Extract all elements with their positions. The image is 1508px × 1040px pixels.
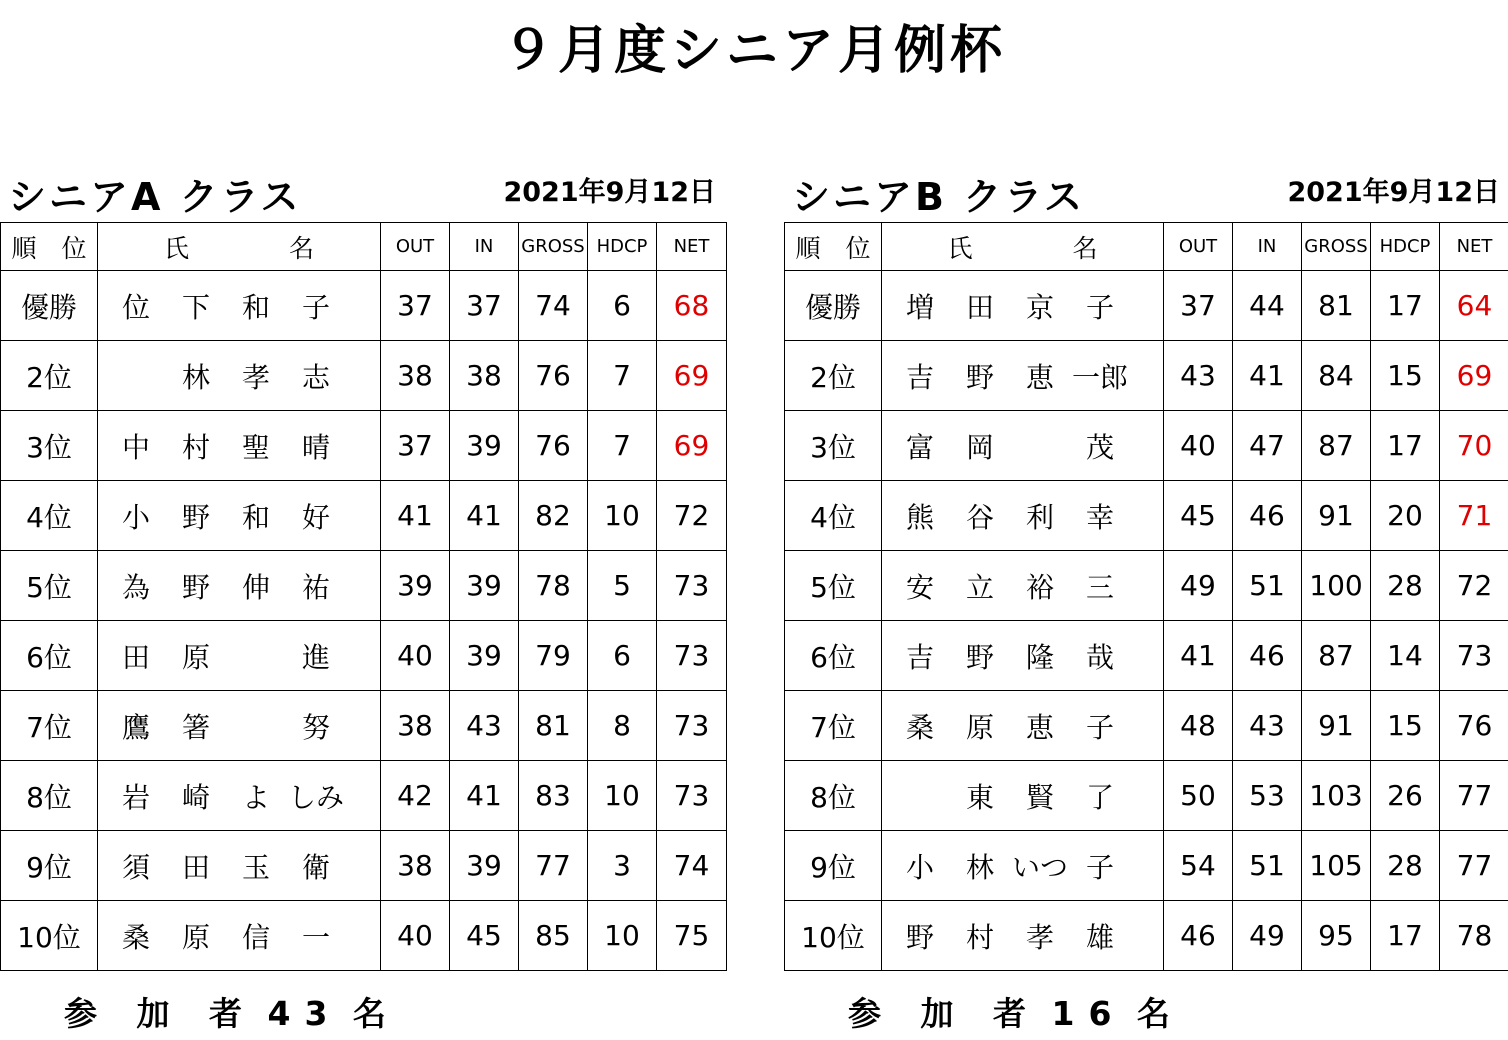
rank-cell: 7位 (1, 691, 98, 761)
out-cell: 42 (381, 761, 450, 831)
name-part: 子 (1085, 710, 1114, 744)
hdcp-cell: 20 (1371, 481, 1440, 551)
net-cell: 69 (657, 341, 727, 411)
net-cell: 69 (657, 411, 727, 481)
gross-cell: 91 (1302, 691, 1371, 761)
out-cell: 37 (381, 271, 450, 341)
gross-cell: 83 (519, 761, 588, 831)
name-part: 村 (965, 920, 994, 954)
hdcp-cell: 6 (588, 271, 657, 341)
name-part: 下 (181, 290, 210, 324)
name-part: 賢 (1025, 780, 1054, 814)
in-cell: 46 (1233, 481, 1302, 551)
name-part: 原 (965, 710, 994, 744)
name-header: 氏 名 (882, 223, 1164, 271)
table-row (1, 341, 727, 411)
name-part: 玉 (241, 850, 270, 884)
hdcp-header: HDCP (1371, 223, 1440, 271)
rank-header: 順 位 (785, 223, 882, 271)
table-row (1, 621, 727, 691)
out-cell: 40 (381, 621, 450, 691)
hdcp-cell: 15 (1371, 691, 1440, 761)
out-cell: 54 (1164, 831, 1233, 901)
rank-cell: 5位 (1, 551, 98, 621)
name-part: 小 (121, 500, 150, 534)
name-part: 谷 (965, 500, 994, 534)
name-part: 吉 (905, 360, 934, 394)
table-row (785, 481, 1508, 551)
out-header: OUT (1164, 223, 1233, 271)
player-name-cell (98, 271, 381, 341)
name-part: 位 (121, 290, 150, 324)
hdcp-cell: 8 (588, 691, 657, 761)
net-cell: 72 (1440, 551, 1508, 621)
net-cell: 69 (1440, 341, 1508, 411)
net-cell: 73 (657, 551, 727, 621)
hdcp-cell: 14 (1371, 621, 1440, 691)
participants-number: 16 (1051, 994, 1126, 1033)
in-cell: 39 (450, 621, 519, 691)
gross-cell: 81 (1302, 271, 1371, 341)
in-cell: 43 (450, 691, 519, 761)
in-cell: 46 (1233, 621, 1302, 691)
class-header (0, 160, 726, 222)
table-row (1, 901, 727, 971)
player-name-cell (98, 901, 381, 971)
player-name-cell (882, 831, 1164, 901)
out-cell: 40 (1164, 411, 1233, 481)
net-cell: 73 (657, 691, 727, 761)
player-name-cell (882, 761, 1164, 831)
name-part: 子 (1085, 290, 1114, 324)
in-cell: 53 (1233, 761, 1302, 831)
player-name-cell (882, 691, 1164, 761)
name-part: 一郎 (1071, 360, 1128, 394)
name-part: 田 (965, 290, 994, 324)
name-part: 衛 (301, 850, 330, 884)
header-row (785, 223, 1508, 271)
name-part: 富 (905, 430, 934, 464)
gross-header: GROSS (1302, 223, 1371, 271)
hdcp-cell: 10 (588, 481, 657, 551)
hdcp-cell: 17 (1371, 411, 1440, 481)
net-cell: 77 (1440, 831, 1508, 901)
player-name-cell (882, 341, 1164, 411)
rank-cell: 5位 (785, 551, 882, 621)
name-part: 崎 (181, 780, 210, 814)
name-part: 晴 (301, 430, 330, 464)
name-part: 東 (965, 780, 994, 814)
name-part: 和 (241, 500, 270, 534)
name-part: 野 (181, 500, 210, 534)
table-row (1, 271, 727, 341)
table-row (785, 551, 1508, 621)
hdcp-cell: 3 (588, 831, 657, 901)
net-cell: 70 (1440, 411, 1508, 481)
name-part: 了 (1085, 780, 1114, 814)
gross-cell: 103 (1302, 761, 1371, 831)
out-cell: 49 (1164, 551, 1233, 621)
out-cell: 48 (1164, 691, 1233, 761)
class-a-panel (0, 160, 726, 1033)
out-cell: 50 (1164, 761, 1233, 831)
rank-cell: 6位 (1, 621, 98, 691)
name-part: 京 (1025, 290, 1054, 324)
name-part: 信 (241, 920, 270, 954)
class-name: シニアB クラス (792, 175, 1086, 219)
rank-cell: 優勝 (785, 271, 882, 341)
name-part: 孝 (241, 360, 270, 394)
header-row (1, 223, 727, 271)
gross-cell: 87 (1302, 411, 1371, 481)
name-part: 和 (241, 290, 270, 324)
net-cell: 72 (657, 481, 727, 551)
name-part: 鷹 (121, 710, 150, 744)
results-table (784, 222, 1508, 971)
name-part: 恵 (1025, 360, 1054, 394)
name-part: 三 (1085, 570, 1114, 604)
out-header: OUT (381, 223, 450, 271)
name-part: 一 (301, 920, 330, 954)
player-name-cell (98, 621, 381, 691)
table-row (1, 691, 727, 761)
name-part: 岩 (121, 780, 150, 814)
hdcp-cell: 10 (588, 901, 657, 971)
out-cell: 37 (1164, 271, 1233, 341)
table-row (785, 901, 1508, 971)
in-cell: 37 (450, 271, 519, 341)
rank-cell: 7位 (785, 691, 882, 761)
rank-cell: 2位 (1, 341, 98, 411)
gross-cell: 74 (519, 271, 588, 341)
gross-cell: 77 (519, 831, 588, 901)
name-part: 哉 (1085, 640, 1114, 674)
participants-count (848, 988, 1170, 1035)
name-part: よ (241, 780, 270, 814)
out-cell: 37 (381, 411, 450, 481)
name-part: 田 (121, 640, 150, 674)
name-part: 吉 (905, 640, 934, 674)
table-row (785, 411, 1508, 481)
out-cell: 41 (1164, 621, 1233, 691)
in-cell: 39 (450, 411, 519, 481)
rank-cell: 優勝 (1, 271, 98, 341)
in-header: IN (1233, 223, 1302, 271)
participants-label: 参 加 者 (848, 994, 1040, 1033)
name-part: 裕 (1025, 570, 1054, 604)
gross-cell: 78 (519, 551, 588, 621)
out-cell: 40 (381, 901, 450, 971)
in-cell: 39 (450, 551, 519, 621)
name-part: 増 (905, 290, 934, 324)
table-row (785, 761, 1508, 831)
net-cell: 64 (1440, 271, 1508, 341)
player-name-cell (98, 761, 381, 831)
name-part: 須 (121, 850, 150, 884)
name-part: 野 (965, 360, 994, 394)
in-cell: 41 (450, 481, 519, 551)
gross-cell: 87 (1302, 621, 1371, 691)
rank-cell: 3位 (1, 411, 98, 481)
net-cell: 73 (657, 761, 727, 831)
table-row (785, 831, 1508, 901)
name-part: 原 (181, 920, 210, 954)
class-header (784, 160, 1508, 222)
participants-label: 参 加 者 (64, 994, 256, 1033)
rank-cell: 9位 (1, 831, 98, 901)
in-cell: 43 (1233, 691, 1302, 761)
out-cell: 43 (1164, 341, 1233, 411)
net-cell: 74 (657, 831, 727, 901)
net-cell: 76 (1440, 691, 1508, 761)
player-name-cell (882, 901, 1164, 971)
name-part: 孝 (1025, 920, 1054, 954)
gross-cell: 91 (1302, 481, 1371, 551)
name-part: 桑 (905, 710, 934, 744)
player-name-cell (882, 411, 1164, 481)
name-part: 好 (301, 500, 330, 534)
name-part: 雄 (1085, 920, 1114, 954)
net-cell: 68 (657, 271, 727, 341)
player-name-cell (882, 551, 1164, 621)
net-cell: 75 (657, 901, 727, 971)
rank-cell: 9位 (785, 831, 882, 901)
table-row (1, 831, 727, 901)
name-part: 立 (965, 570, 994, 604)
gross-cell: 76 (519, 411, 588, 481)
table-row (785, 341, 1508, 411)
name-part: 林 (965, 850, 994, 884)
name-part: 隆 (1025, 640, 1054, 674)
name-part: いつ (1011, 850, 1068, 884)
in-cell: 47 (1233, 411, 1302, 481)
name-part: 中 (121, 430, 150, 464)
hdcp-cell: 7 (588, 411, 657, 481)
in-cell: 51 (1233, 551, 1302, 621)
out-cell: 39 (381, 551, 450, 621)
rank-cell: 6位 (785, 621, 882, 691)
in-cell: 51 (1233, 831, 1302, 901)
rank-cell: 4位 (785, 481, 882, 551)
rank-cell: 8位 (1, 761, 98, 831)
name-part: 安 (905, 570, 934, 604)
in-cell: 44 (1233, 271, 1302, 341)
results-table (0, 222, 727, 971)
gross-cell: 85 (519, 901, 588, 971)
hdcp-cell: 17 (1371, 901, 1440, 971)
player-name-cell (98, 341, 381, 411)
name-header: 氏 名 (98, 223, 381, 271)
player-name-cell (882, 481, 1164, 551)
in-cell: 49 (1233, 901, 1302, 971)
table-row (785, 691, 1508, 761)
player-name-cell (98, 481, 381, 551)
name-part: 聖 (241, 430, 270, 464)
player-name-cell (98, 831, 381, 901)
name-part: 桑 (121, 920, 150, 954)
gross-cell: 105 (1302, 831, 1371, 901)
in-cell: 45 (450, 901, 519, 971)
in-cell: 39 (450, 831, 519, 901)
hdcp-cell: 26 (1371, 761, 1440, 831)
gross-cell: 81 (519, 691, 588, 761)
gross-cell: 79 (519, 621, 588, 691)
table-row (1, 481, 727, 551)
player-name-cell (98, 551, 381, 621)
gross-cell: 95 (1302, 901, 1371, 971)
gross-header: GROSS (519, 223, 588, 271)
table-row (1, 551, 727, 621)
hdcp-cell: 5 (588, 551, 657, 621)
net-header: NET (1440, 223, 1508, 271)
hdcp-cell: 10 (588, 761, 657, 831)
name-part: 伸 (241, 570, 270, 604)
in-cell: 41 (450, 761, 519, 831)
event-date: 2021年9月12日 (1287, 177, 1500, 208)
name-part: 林 (181, 360, 210, 394)
table-row (1, 411, 727, 481)
name-part: 岡 (965, 430, 994, 464)
rank-cell: 10位 (1, 901, 98, 971)
class-b-panel (784, 160, 1508, 1033)
name-part: 熊 (905, 500, 934, 534)
hdcp-header: HDCP (588, 223, 657, 271)
participants-unit: 名 (1136, 994, 1170, 1033)
rank-cell: 8位 (785, 761, 882, 831)
table-row (1, 761, 727, 831)
net-cell: 73 (657, 621, 727, 691)
name-part: 野 (181, 570, 210, 604)
player-name-cell (882, 621, 1164, 691)
gross-cell: 84 (1302, 341, 1371, 411)
name-part: しみ (287, 780, 344, 814)
name-part: 箸 (181, 710, 210, 744)
name-part: 小 (905, 850, 934, 884)
rank-cell: 4位 (1, 481, 98, 551)
name-part: 恵 (1025, 710, 1054, 744)
results-body (785, 271, 1508, 971)
name-part: 進 (301, 640, 330, 674)
name-part: 幸 (1085, 500, 1114, 534)
participants-count (64, 988, 386, 1035)
name-part: 努 (301, 710, 330, 744)
name-part: 志 (301, 360, 330, 394)
name-part: 茂 (1085, 430, 1114, 464)
name-part: 利 (1025, 500, 1054, 534)
hdcp-cell: 6 (588, 621, 657, 691)
name-part: 子 (1085, 850, 1114, 884)
hdcp-cell: 28 (1371, 831, 1440, 901)
out-cell: 38 (381, 341, 450, 411)
table-row (785, 271, 1508, 341)
net-header: NET (657, 223, 727, 271)
net-cell: 71 (1440, 481, 1508, 551)
hdcp-cell: 7 (588, 341, 657, 411)
net-cell: 77 (1440, 761, 1508, 831)
out-cell: 45 (1164, 481, 1233, 551)
name-part: 野 (905, 920, 934, 954)
event-date: 2021年9月12日 (503, 177, 716, 208)
gross-cell: 76 (519, 341, 588, 411)
page-title: ９月度シニア月例杯 (501, 21, 1006, 81)
hdcp-cell: 17 (1371, 271, 1440, 341)
rank-cell: 2位 (785, 341, 882, 411)
in-header: IN (450, 223, 519, 271)
hdcp-cell: 15 (1371, 341, 1440, 411)
player-name-cell (882, 271, 1164, 341)
name-part: 子 (301, 290, 330, 324)
hdcp-cell: 28 (1371, 551, 1440, 621)
name-part: 祐 (301, 570, 330, 604)
class-name: シニアA クラス (8, 175, 302, 219)
net-cell: 73 (1440, 621, 1508, 691)
rank-cell: 3位 (785, 411, 882, 481)
out-cell: 41 (381, 481, 450, 551)
out-cell: 46 (1164, 901, 1233, 971)
name-part: 村 (181, 430, 210, 464)
in-cell: 41 (1233, 341, 1302, 411)
in-cell: 38 (450, 341, 519, 411)
participants-number: 43 (267, 994, 342, 1033)
out-cell: 38 (381, 831, 450, 901)
gross-cell: 100 (1302, 551, 1371, 621)
rank-cell: 10位 (785, 901, 882, 971)
player-name-cell (98, 411, 381, 481)
results-body (1, 271, 727, 971)
name-part: 為 (121, 570, 150, 604)
net-cell: 78 (1440, 901, 1508, 971)
player-name-cell (98, 691, 381, 761)
out-cell: 38 (381, 691, 450, 761)
participants-unit: 名 (352, 994, 386, 1033)
name-part: 野 (965, 640, 994, 674)
rank-header: 順 位 (1, 223, 98, 271)
gross-cell: 82 (519, 481, 588, 551)
name-part: 田 (181, 850, 210, 884)
name-part: 原 (181, 640, 210, 674)
table-row (785, 621, 1508, 691)
